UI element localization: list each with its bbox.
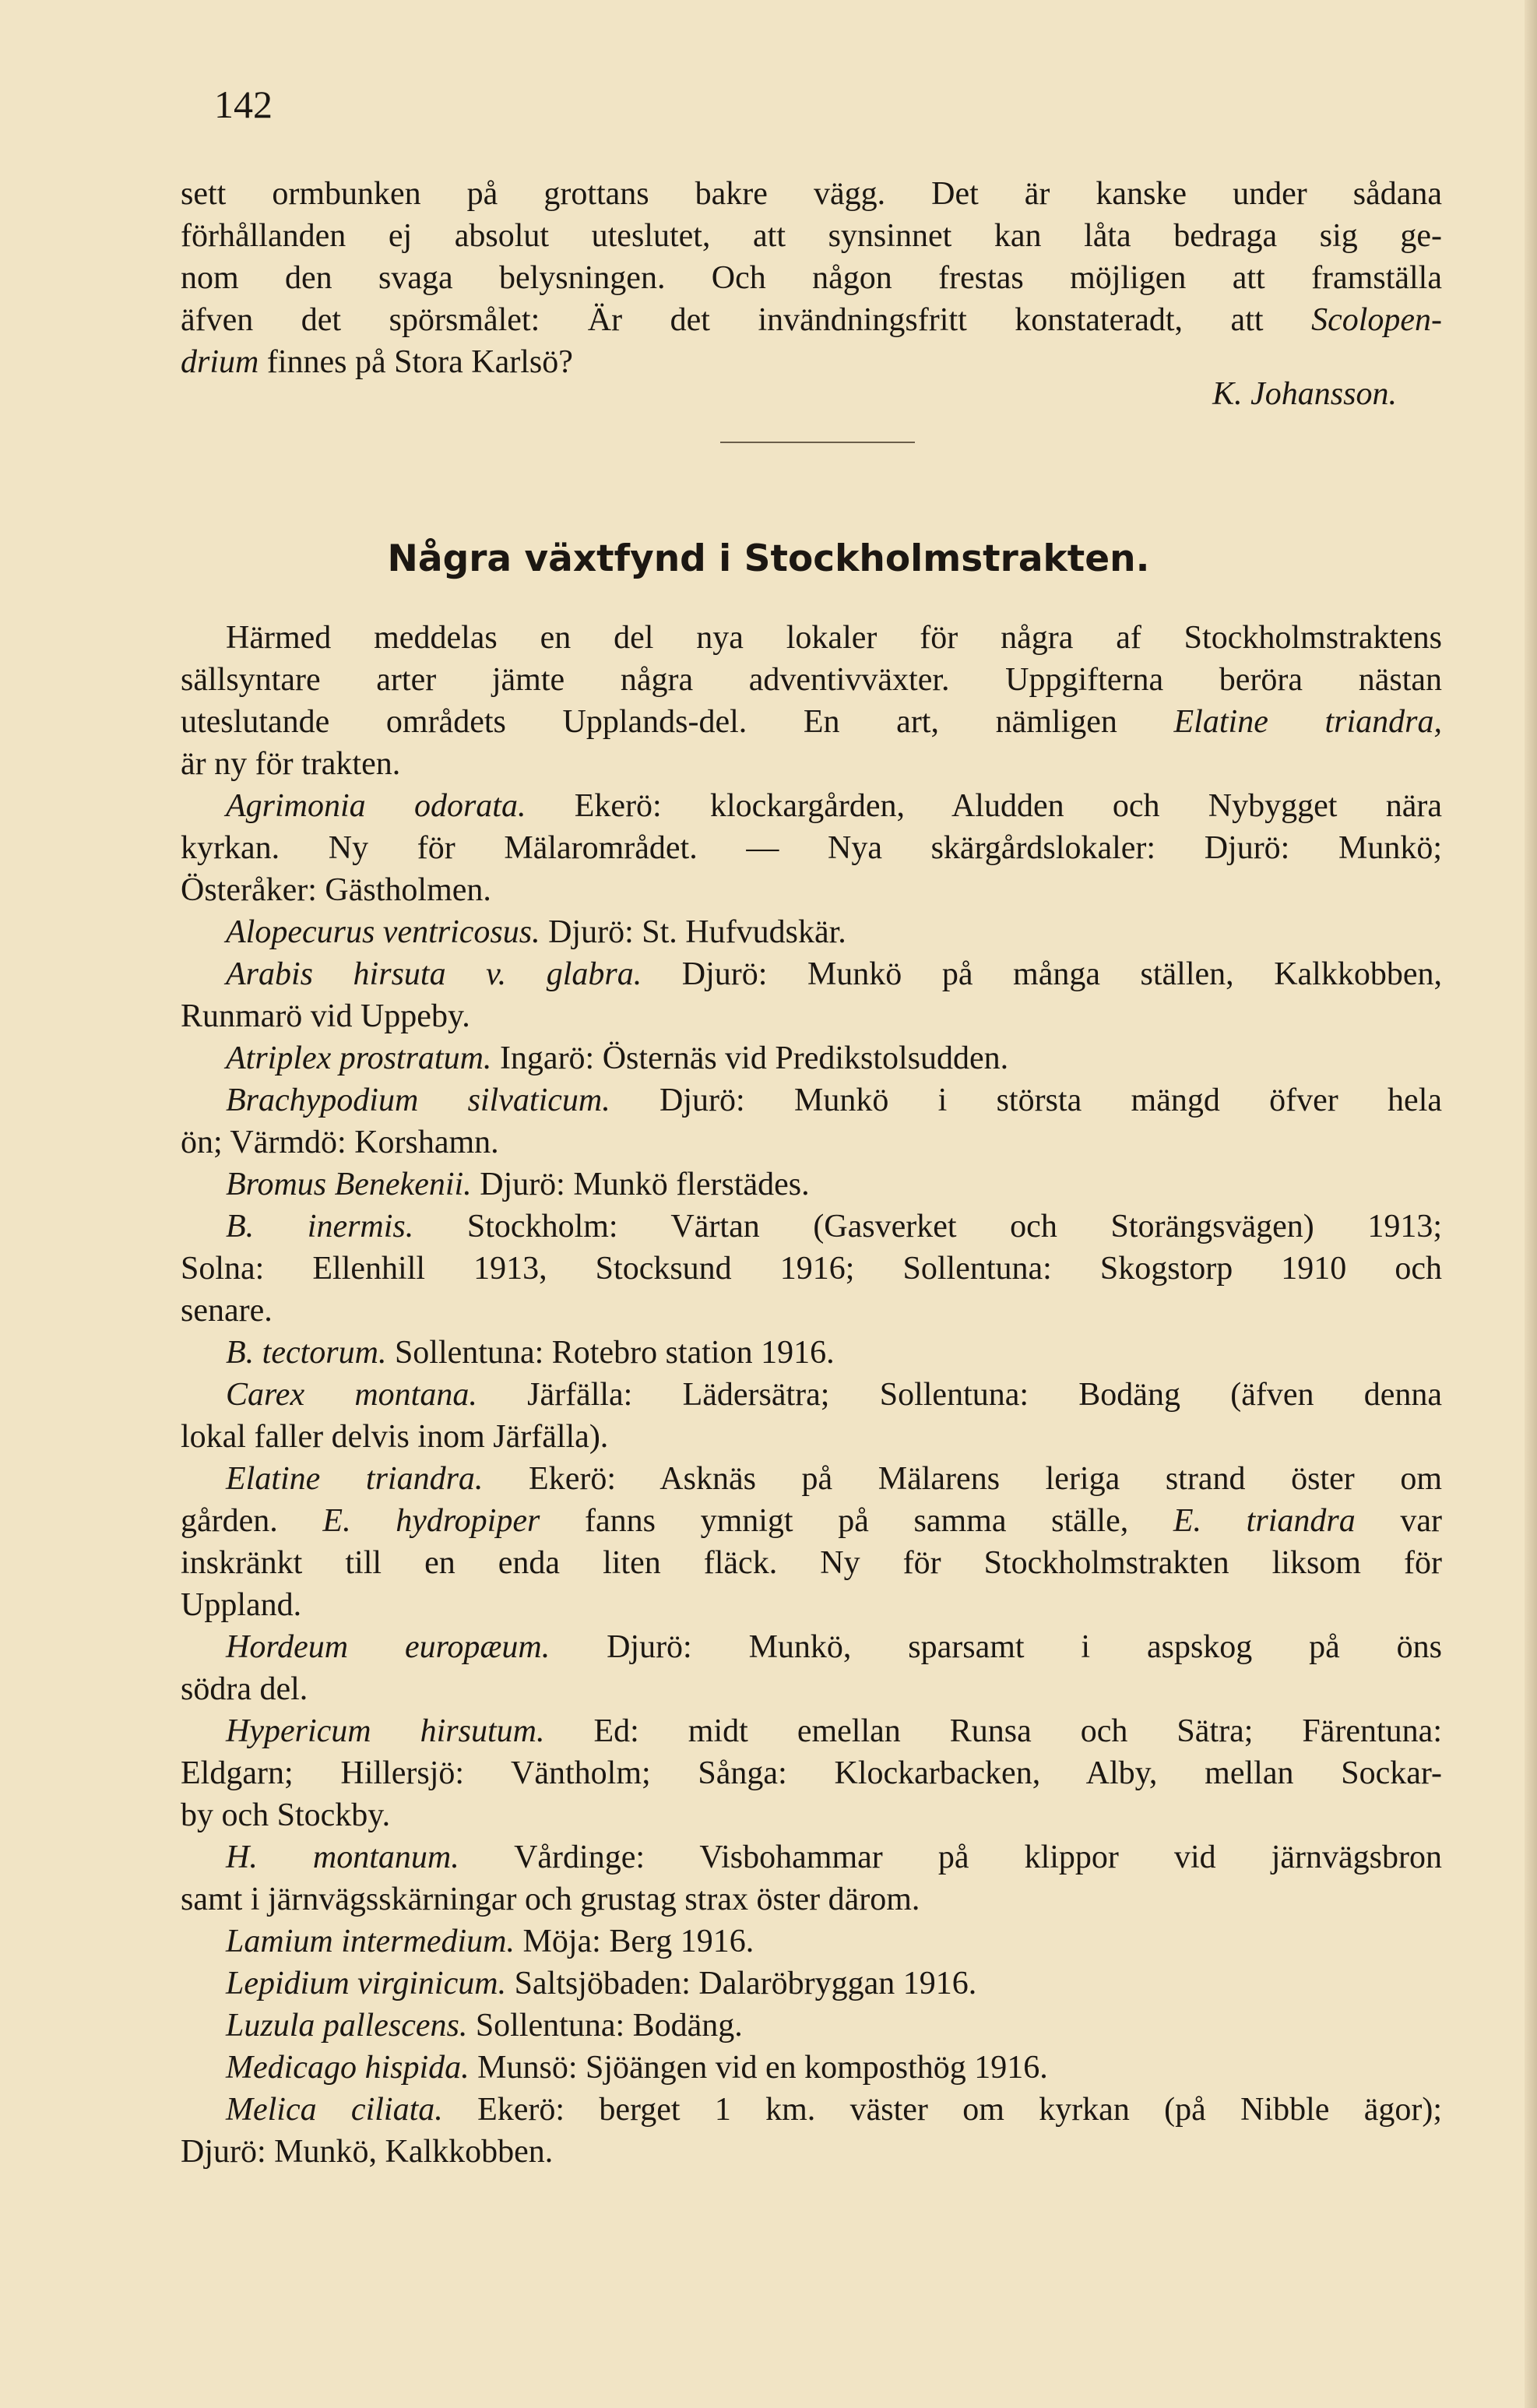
text-line: Solna: Ellenhill 1913, Stocksund 1916; Sollentuna: Skogstorp 1910 och	[181, 1251, 1442, 1287]
species-entry	[181, 785, 1442, 827]
species-entry	[181, 1626, 1442, 1668]
taxon-name: Luzula pallescens.	[226, 2008, 468, 2044]
taxon-name: E. triandra	[1173, 1503, 1356, 1539]
text-segment: finnes på Stora Karlsö?	[259, 344, 573, 380]
locality-text: Djurö: Munkö flerstädes.	[471, 1167, 810, 1202]
text-line: Österåker: Gästholmen.	[181, 872, 491, 908]
species-entry	[181, 911, 1442, 953]
species-entry	[181, 1206, 1442, 1248]
taxon-name: Lamium intermedium.	[226, 1924, 515, 1959]
text-line: Runmarö vid Uppeby.	[181, 998, 470, 1034]
species-entry	[181, 1836, 1442, 1878]
author-signature: K. Johansson.	[1212, 376, 1397, 412]
taxon-name: Bromus Benekenii.	[226, 1167, 472, 1202]
taxon-name: Hypericum hirsutum.	[226, 1713, 545, 1749]
text-line: lokal faller delvis inom Järfälla).	[181, 1419, 609, 1455]
text-line: by och Stockby.	[181, 1797, 391, 1833]
text-line	[181, 299, 1442, 341]
taxon-name: B. inermis.	[226, 1209, 414, 1244]
text-line	[181, 1500, 1442, 1542]
locality-text: Vårdinge: Visbohammar på klippor vid järnvägsbron	[459, 1839, 1442, 1875]
locality-text: Ingarö: Östernäs vid Predikstolsudden.	[491, 1040, 1009, 1076]
species-entry	[181, 2089, 1442, 2131]
species-entry	[181, 1037, 1442, 1079]
intro-paragraph	[181, 173, 1442, 383]
locality-text: Sollentuna: Rotebro station 1916.	[386, 1335, 835, 1371]
locality-text: Möja: Berg 1916.	[515, 1924, 754, 1959]
taxon-name: Carex montana.	[226, 1377, 477, 1413]
taxon-name: Agrimonia odorata.	[226, 788, 526, 824]
text-line: Eldgarn; Hillersjö: Väntholm; Sånga: Klockarbacken, Alby, mellan Sockar-	[181, 1755, 1442, 1791]
text-line: inskränkt till en enda liten fläck. Ny för Stockholmstrakten liksom för	[181, 1545, 1442, 1581]
text-line: Djurö: Munkö, Kalkkobben.	[181, 2134, 554, 2170]
locality-text: Ekerö: klockargården, Aludden och Nybygget nära	[526, 788, 1442, 824]
text-line: Härmed meddelas en del nya lokaler för några af Stockholmstraktens	[226, 620, 1442, 656]
text-line: nom den svaga belysningen. Och någon frestas möjligen att framställa	[181, 260, 1442, 296]
species-entry	[181, 1458, 1442, 1500]
species-entry	[181, 1332, 1442, 1374]
taxon-name: E. hydropiper	[322, 1503, 540, 1539]
locality-text: Järfälla: Lädersätra; Sollentuna: Bodäng (äfven denna	[477, 1377, 1442, 1413]
taxon-name: Brachypodium silvaticum.	[226, 1083, 610, 1118]
text-line: sällsyntare arter jämte några adventivväxter. Uppgifterna beröra nästan	[181, 662, 1442, 698]
text-segment: äfven det spörsmålet: Är det invändningsfritt konstateradt, att	[181, 302, 1264, 338]
taxon-name: Alopecurus ventricosus.	[226, 914, 540, 950]
section-divider	[720, 442, 915, 443]
text-segment: uteslutande områdets Upplands-del. En art, nämligen	[181, 704, 1174, 740]
locality-text: Djurö: Munkö i största mängd öfver hela	[610, 1083, 1442, 1118]
page-binding-edge	[1525, 0, 1537, 2408]
text-line: ön; Värmdö: Korshamn.	[181, 1125, 499, 1160]
locality-text: Ekerö: berget 1 km. väster om kyrkan (på Nibble ägor);	[442, 2092, 1442, 2128]
taxon-name: Atriplex prostratum.	[226, 1040, 492, 1076]
locality-text: Djurö: Munkö, sparsamt i aspskog på öns	[550, 1629, 1442, 1665]
text-line: senare.	[181, 1293, 273, 1329]
species-entry	[181, 953, 1442, 995]
locality-text: Ed: midt emellan Runsa och Sätra; Färentuna:	[544, 1713, 1442, 1749]
locality-text: Djurö: St. Hufvudskär.	[540, 914, 846, 950]
locality-text: Stockholm: Värtan (Gasverket och Storängsvägen) 1913;	[413, 1209, 1442, 1244]
species-entry	[181, 2047, 1442, 2089]
article-body	[181, 617, 1442, 2173]
species-entry	[181, 1079, 1442, 1121]
taxon-name: H. montanum.	[226, 1839, 459, 1875]
species-entry	[181, 1374, 1442, 1416]
locality-text: Sollentuna: Bodäng.	[467, 2008, 743, 2044]
taxon-name: B. tectorum.	[226, 1335, 387, 1371]
text-line: samt i järnvägsskärningar och grustag strax öster därom.	[181, 1882, 920, 1917]
locality-text: Munsö: Sjöängen vid en komposthög 1916.	[469, 2050, 1048, 2086]
taxon-name: Arabis hirsuta v. glabra.	[226, 956, 642, 992]
page-number: 142	[214, 83, 273, 126]
species-entry	[181, 2005, 1442, 2047]
species-entry	[181, 1920, 1442, 1963]
locality-text: Saltsjöbaden: Dalaröbryggan 1916.	[506, 1966, 977, 2001]
taxon-name: Elatine triandra,	[1173, 704, 1442, 740]
species-entry	[181, 1164, 1442, 1206]
article-heading: Några växtfynd i Stockholmstrakten.	[387, 537, 1150, 580]
taxon-name: Elatine triandra.	[226, 1461, 484, 1497]
text-line: sett ormbunken på grottans bakre vägg. Det är kanske under sådana	[181, 176, 1442, 212]
text-segment: fanns ymnigt på samma ställe,	[540, 1503, 1173, 1539]
taxon-name: Scolopen-	[1311, 302, 1442, 338]
text-line: förhållanden ej absolut uteslutet, att synsinnet kan låta bedraga sig ge-	[181, 218, 1442, 254]
text-line: södra del.	[181, 1671, 308, 1707]
taxon-name: Medicago hispida.	[226, 2050, 470, 2086]
taxon-name: drium	[181, 344, 259, 380]
species-entry	[181, 1963, 1442, 2005]
text-line: är ny för trakten.	[181, 746, 401, 782]
text-segment: var	[1355, 1503, 1442, 1539]
taxon-name: Lepidium virginicum.	[226, 1966, 507, 2001]
text-line: Uppland.	[181, 1587, 302, 1623]
text-line	[181, 701, 1442, 743]
species-entry	[181, 1710, 1442, 1752]
text-line: kyrkan. Ny för Mälarområdet. — Nya skärgårdslokaler: Djurö: Munkö;	[181, 830, 1442, 866]
locality-text: Djurö: Munkö på många ställen, Kalkkobben,	[642, 956, 1442, 992]
taxon-name: Hordeum europæum.	[226, 1629, 550, 1665]
text-segment: gården.	[181, 1503, 323, 1539]
locality-text: Ekerö: Asknäs på Mälarens leriga strand öster om	[483, 1461, 1442, 1497]
taxon-name: Melica ciliata.	[226, 2092, 443, 2128]
